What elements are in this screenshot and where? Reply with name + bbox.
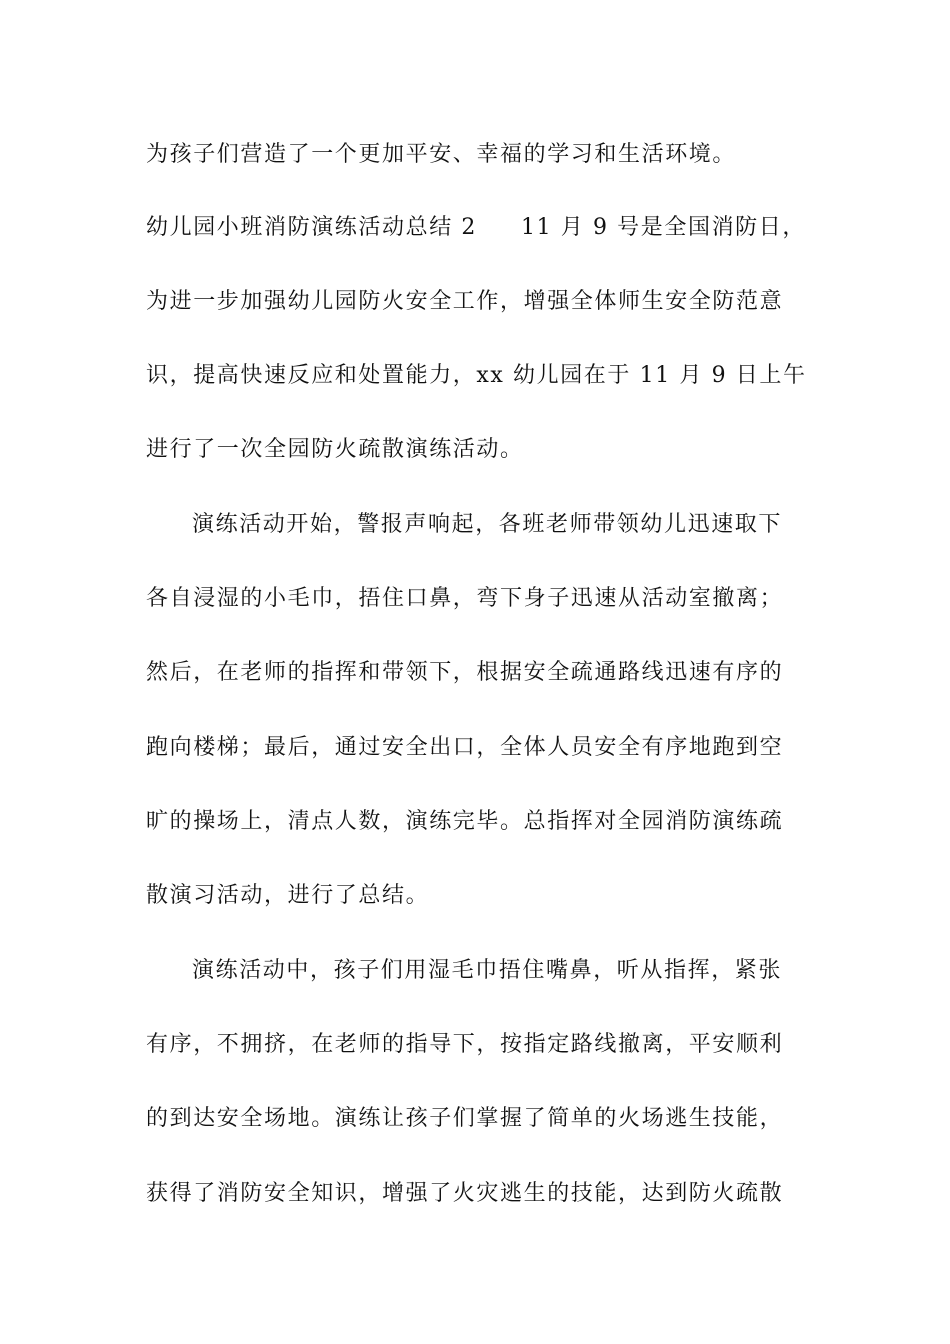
text-span: 获得了消防安全知识，增强了火灾逃生的技能，达到防火疏散 <box>146 1181 784 1206</box>
section-title: 幼儿园小班消防演练活动总结 2 <box>146 215 477 240</box>
text-span: 11 月 9 号是全国消防日， <box>521 215 806 240</box>
text-line <box>146 658 806 688</box>
text-line <box>146 733 806 763</box>
text-span: 有序，不拥挤，在老师的指导下，按指定路线撤离，平安顺利 <box>146 1032 784 1057</box>
text-line <box>146 140 806 170</box>
text-span: 进行了一次全园防火疏散演练活动。 <box>146 437 524 462</box>
text-span: 跑向楼梯；最后，通过安全出口，全体人员安全有序地跑到空 <box>146 735 784 760</box>
paragraph-start-line <box>192 956 806 986</box>
text-line <box>146 1179 806 1209</box>
text-span: 为孩子们营造了一个更加平安、幸福的学习和生活环境。 <box>146 142 737 167</box>
text-span: 演练活动开始，警报声响起，各班老师带领幼儿迅速取下 <box>192 512 783 537</box>
text-line <box>146 881 806 911</box>
text-span: 为进一步加强幼儿园防火安全工作，增强全体师生安全防范意 <box>146 289 784 314</box>
text-span: 散演习活动，进行了总结。 <box>146 883 430 908</box>
text-line <box>146 435 806 465</box>
text-line <box>146 287 806 317</box>
text-span: 各自浸湿的小毛巾，捂住口鼻，弯下身子迅速从活动室撤离； <box>146 586 784 611</box>
text-line <box>146 1030 806 1060</box>
text-line <box>146 584 806 614</box>
text-span: 的到达安全场地。演练让孩子们掌握了简单的火场逃生技能， <box>146 1106 784 1131</box>
paragraph-start-line <box>192 510 806 540</box>
text-span: 演练活动中，孩子们用湿毛巾捂住嘴鼻，听从指挥，紧张 <box>192 958 783 983</box>
text-span: 然后，在老师的指挥和带领下，根据安全疏通路线迅速有序的 <box>146 660 784 685</box>
text-span: 识，提高快速反应和处置能力，xx 幼儿园在于 11 月 9 日上午 <box>146 363 807 388</box>
text-span: 旷的操场上，清点人数，演练完毕。总指挥对全园消防演练疏 <box>146 809 784 834</box>
text-line <box>146 807 806 837</box>
text-line <box>146 1104 806 1134</box>
text-line <box>146 361 806 391</box>
heading-line <box>146 213 806 243</box>
